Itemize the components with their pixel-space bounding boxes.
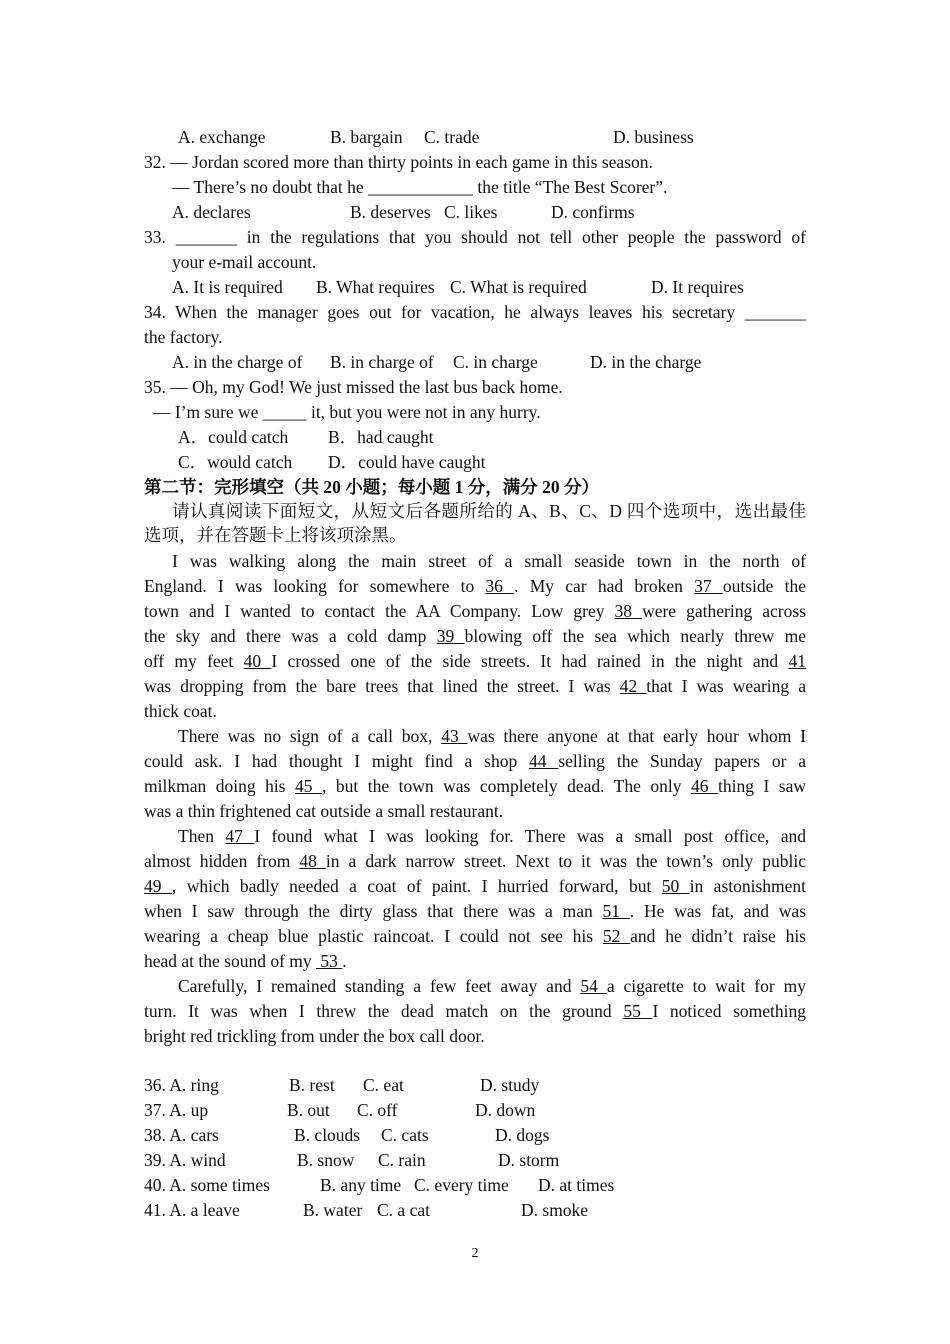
blank-48: 48	[299, 851, 326, 871]
q34-option-d: D. in the charge	[590, 352, 702, 372]
passage-line: head at the sound of my 53 .	[144, 951, 347, 971]
blank-42: 42	[619, 676, 647, 696]
q34-option-c: C. in charge	[453, 352, 538, 372]
section2-heading: 第二节：完形填空（共 20 小题；每小题 1 分，满分 20 分）	[144, 477, 599, 497]
passage-line: was a thin frightened cat outside a small restaurant.	[144, 801, 504, 821]
blank-49: 49	[144, 876, 172, 896]
option-37-b: B. out	[287, 1100, 330, 1120]
option-39-b: B. snow	[297, 1150, 355, 1170]
blank-46: 46	[690, 776, 718, 796]
q33-stem-line2: your e-mail account.	[172, 252, 317, 272]
passage-line: the sky and there was a cold damp 39 blowing off the sea which nearly threw me	[144, 626, 806, 646]
option-37-d: D. down	[475, 1100, 536, 1120]
option-40-b: B. any time	[320, 1175, 402, 1195]
blank-37: 37	[694, 576, 723, 596]
blank-40: 40	[243, 651, 272, 671]
option-39-d: D. storm	[498, 1150, 560, 1170]
q31-option-b: B. bargain	[330, 127, 403, 147]
option-41-a: 41. A. a leave	[144, 1200, 240, 1220]
q32-stem: 32. — Jordan scored more than thirty points in each game in this season.	[144, 152, 653, 172]
passage-line: There was no sign of a call box, 43 was there anyone at that early hour whom I	[178, 726, 807, 746]
option-38-b: B. clouds	[294, 1125, 361, 1145]
blank-43: 43	[441, 726, 468, 746]
q35-stem: 35. — Oh, my God! We just missed the last bus back home.	[144, 377, 563, 397]
option-36-c: C. eat	[363, 1075, 404, 1095]
q33-option-a: A. It is required	[172, 277, 283, 297]
q35-option-a: A．could catch	[178, 427, 289, 447]
q35-option-c: C．would catch	[178, 452, 293, 472]
blank-45: 45	[295, 776, 322, 796]
option-41-b: B. water	[303, 1200, 363, 1220]
q35-option-b: B．had caught	[328, 427, 434, 447]
section2-instructions-line1: 请认真阅读下面短文，从短文后各题所给的 A、B、C、D 四个选项中，选出最佳	[172, 501, 806, 521]
passage-line: was dropping from the bare trees that lined the street. I was 42 that I was wearing a	[144, 676, 806, 696]
q33-stem-line1: 33. _______ in the regulations that you should not tell other people the password of	[144, 227, 806, 247]
blank-50: 50	[661, 876, 690, 896]
option-36-b: B. rest	[289, 1075, 335, 1095]
passage-line: Carefully, I remained standing a few feet away and 54 a cigarette to wait for my	[178, 976, 806, 996]
option-41-d: D. smoke	[521, 1200, 589, 1220]
q33-option-c: C. What is required	[450, 277, 587, 297]
blank-54: 54	[580, 976, 607, 996]
passage-line: I was walking along the main street of a small seaside town in the north of	[172, 551, 806, 571]
passage-line: thick coat.	[144, 701, 217, 721]
blank-38: 38	[614, 601, 643, 621]
q32-option-d: D. confirms	[551, 202, 635, 222]
option-37-c: C. off	[357, 1100, 398, 1120]
passage-line: off my feet 40 I crossed one of the side streets. It had rained in the night and 41	[144, 651, 806, 671]
q31-option-a: A. exchange	[178, 127, 266, 147]
option-36-a: 36. A. ring	[144, 1075, 219, 1095]
blank-52: 52	[602, 926, 631, 946]
blank-41: 41	[788, 651, 806, 671]
passage-line: milkman doing his 45 , but the town was completely dead. The only 46 thing I saw	[144, 776, 806, 796]
option-41-c: C. a cat	[377, 1200, 430, 1220]
q34-stem-line2: the factory.	[144, 327, 223, 347]
q32-reply: — There’s no doubt that he ____________ the title “The Best Scorer”.	[172, 177, 668, 197]
q32-option-a: A. declares	[172, 202, 251, 222]
q32-option-c: C. likes	[444, 202, 498, 222]
passage-line: could ask. I had thought I might find a shop 44 selling the Sunday papers or a	[144, 751, 807, 771]
option-39-a: 39. A. wind	[144, 1150, 226, 1170]
passage-line: town and I wanted to contact the AA Company. Low grey 38 were gathering across	[144, 601, 806, 621]
passage-line: almost hidden from 48 in a dark narrow street. Next to it was the town’s only public	[144, 851, 807, 871]
passage-line: 49 , which badly needed a coat of paint. I hurried forward, but 50 in astonishment	[144, 876, 807, 896]
q33-option-b: B. What requires	[316, 277, 435, 297]
option-40-c: C. every time	[414, 1175, 509, 1195]
blank-47: 47	[225, 826, 255, 846]
passage-line: England. I was looking for somewhere to 36 . My car had broken 37 outside the	[144, 576, 806, 596]
passage-line: turn. It was when I threw the dead match on the ground 55 I noticed something	[144, 1001, 806, 1021]
blank-39: 39	[436, 626, 465, 646]
q35-reply: — I’m sure we _____ it, but you were not in any hurry.	[153, 402, 541, 422]
option-40-d: D. at times	[538, 1175, 615, 1195]
blank-44: 44	[529, 751, 559, 771]
option-38-c: C. cats	[381, 1125, 429, 1145]
blank-55: 55	[623, 1001, 653, 1021]
blank-36: 36	[485, 576, 515, 596]
q31-option-c: C. trade	[424, 127, 480, 147]
blank-51: 51	[602, 901, 630, 921]
passage-line: wearing a cheap blue plastic raincoat. I could not see his 52 and he didn’t raise his	[144, 926, 806, 946]
option-38-d: D. dogs	[495, 1125, 550, 1145]
option-37-a: 37. A. up	[144, 1100, 209, 1120]
q34-stem-line1: 34. When the manager goes out for vacation, he always leaves his secretary _______	[144, 302, 806, 322]
passage-line: bright red trickling from under the box call door.	[144, 1026, 485, 1046]
option-38-a: 38. A. cars	[144, 1125, 219, 1145]
q34-option-b: B. in charge of	[330, 352, 434, 372]
page-number: 2	[471, 1246, 479, 1261]
option-40-a: 40. A. some times	[144, 1175, 270, 1195]
section2-instructions-line2: 选项，并在答题卡上将该项涂黑。	[144, 525, 407, 545]
q33-option-d: D. It requires	[651, 277, 744, 297]
passage-line: when I saw through the dirty glass that there was a man 51 . He was fat, and was	[144, 901, 807, 921]
q31-option-d: D. business	[613, 127, 694, 147]
q34-option-a: A. in the charge of	[172, 352, 303, 372]
q32-option-b: B. deserves	[350, 202, 431, 222]
passage-line: Then 47 I found what I was looking for. There was a small post office, and	[178, 826, 806, 846]
option-39-c: C. rain	[378, 1150, 426, 1170]
q35-option-d: D．could have caught	[328, 452, 486, 472]
option-36-d: D. study	[480, 1075, 540, 1095]
blank-53: 53	[316, 951, 343, 971]
